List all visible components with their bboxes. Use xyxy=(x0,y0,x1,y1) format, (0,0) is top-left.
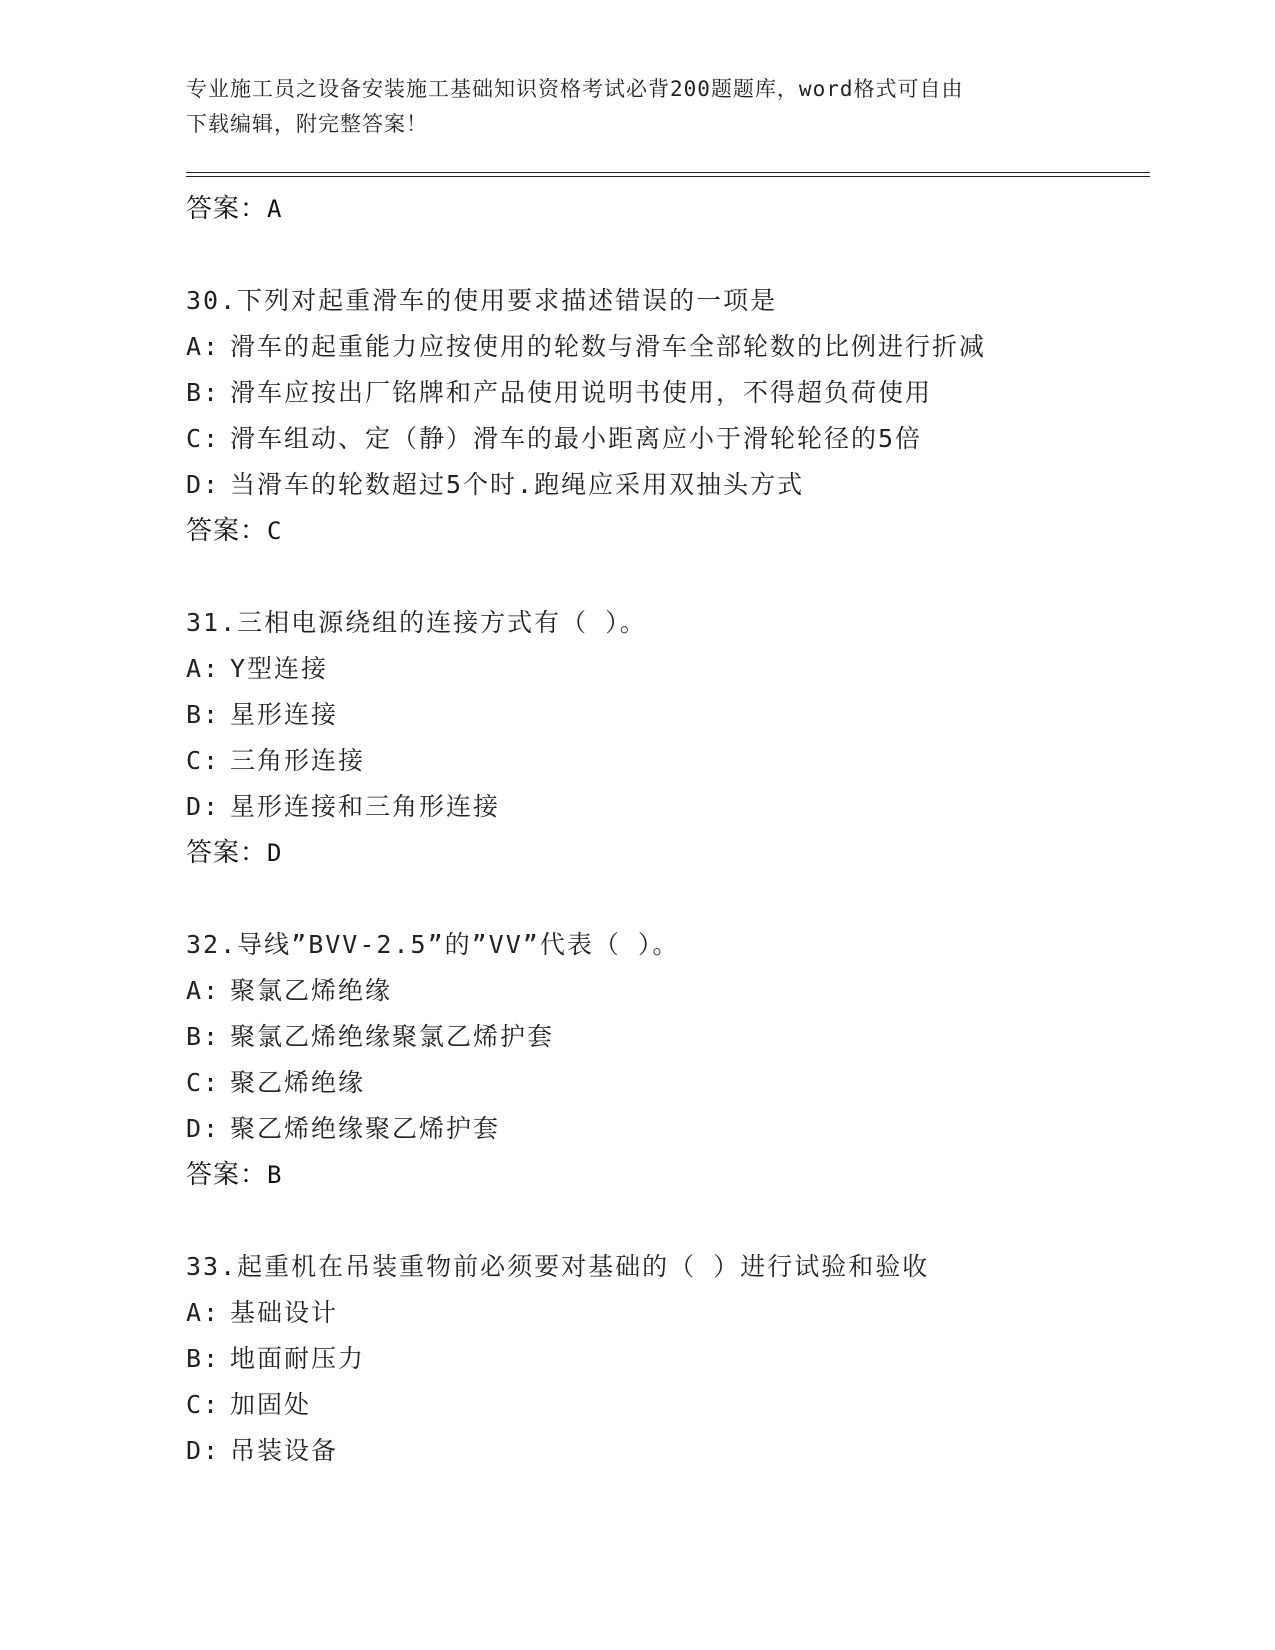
option-a: A: Y型连接 xyxy=(186,654,329,683)
answer-line: 答案：C xyxy=(186,516,283,546)
question-31 xyxy=(186,600,1146,876)
question-text: 30.下列对起重滑车的使用要求描述错误的一项是 xyxy=(186,286,778,315)
option-b: B: 滑车应按出厂铭牌和产品使用说明书使用，不得超负荷使用 xyxy=(186,378,933,407)
question-32 xyxy=(186,922,1146,1198)
option-c: C: 三角形连接 xyxy=(186,746,366,775)
question-33 xyxy=(186,1244,1146,1474)
option-d: D: 吊装设备 xyxy=(186,1436,339,1465)
option-a: A: 滑车的起重能力应按使用的轮数与滑车全部轮数的比例进行折减 xyxy=(186,332,987,361)
question-text: 32.导线”BVV-2.5”的”VV”代表（ ）。 xyxy=(186,930,680,959)
option-a: A: 聚氯乙烯绝缘 xyxy=(186,976,393,1005)
option-a: A: 基础设计 xyxy=(186,1298,339,1327)
question-text: 33.起重机在吊装重物前必须要对基础的（ ）进行试验和验收 xyxy=(186,1252,930,1281)
option-c: C: 聚乙烯绝缘 xyxy=(186,1068,366,1097)
document-header xyxy=(186,72,1086,142)
header-rule-bottom xyxy=(186,176,1150,177)
header-rule-top xyxy=(186,172,1150,173)
option-d: D: 当滑车的轮数超过5个时.跑绳应采用双抽头方式 xyxy=(186,470,805,499)
option-c: C: 滑车组动、定（静）滑车的最小距离应小于滑轮轮径的5倍 xyxy=(186,424,923,453)
option-d: D: 星形连接和三角形连接 xyxy=(186,792,501,821)
header-line-1: 专业施工员之设备安装施工基础知识资格考试必背200题题库，word格式可自由 xyxy=(186,77,964,101)
answer-line: 答案：B xyxy=(186,1160,283,1190)
answer-line: 答案：D xyxy=(186,838,283,868)
question-30 xyxy=(186,278,1146,554)
answer-line: 答案：A xyxy=(186,194,283,224)
option-b: B: 聚氯乙烯绝缘聚氯乙烯护套 xyxy=(186,1022,555,1051)
option-b: B: 地面耐压力 xyxy=(186,1344,366,1373)
option-d: D: 聚乙烯绝缘聚乙烯护套 xyxy=(186,1114,501,1143)
question-list xyxy=(186,186,1146,1474)
header-line-2: 下载编辑，附完整答案！ xyxy=(186,112,428,136)
option-c: C: 加固处 xyxy=(186,1390,312,1419)
option-b: B: 星形连接 xyxy=(186,700,339,729)
question-text: 31.三相电源绕组的连接方式有（ ）。 xyxy=(186,608,647,637)
